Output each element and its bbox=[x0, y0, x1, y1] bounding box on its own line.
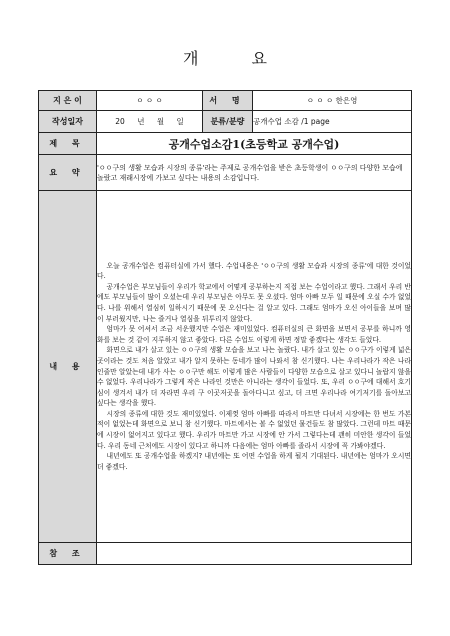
content-paragraph: 공개수업은 부모님들이 우리가 학교에서 어떻게 공부하는지 직접 보는 수업이라고 했다. 그래서 우리 반에도 부모님들이 많이 오셨는데 우리 부모님은 아무도 못 오셨다. 엄마 아빠 모두 일 때문에 오실 수가 없었다. 나를 위해서 열심히 일하시기 때문에 못 오신다는 걸 알고 있다. 그래도 엄마가 오신 아이들을 보며 많이 부러웠지만, 나는 즐거나 열심을 뒤투리지 않았다. bbox=[97, 282, 411, 323]
category-label: 분류/분량 bbox=[203, 111, 253, 133]
signature-value: ㅇ ㅇ ㅇ 한은영 bbox=[253, 91, 412, 111]
content-paragraph: 오늘 공개수업은 컴퓨터실에 가서 했다. 수업내용은 'ㅇㅇ구의 생활 모습과 시장의 종류'에 대한 것이었다. bbox=[97, 261, 411, 281]
content-paragraph: 시장의 종류에 대한 것도 재미있었다. 이제껏 엄마 아빠를 따라서 마트만 다녀서 시장에는 한 번도 가본 적이 없었는데 화면으로 보니 참 신기했다. 마트에서는 볼 수 없었던 물건들도 참 많았다. 그런데 마트 때문에 시장이 없어지고 있다고 했다. 우리가 마트만 가고 시장에 안 가서 그렇다는데 괜히 미안한 생각이 들었다. 우리 동네 근처에도 시장이 있다고 하니까 다음에는 엄마 아빠를 졸라서 시장에 꼭 가봐야겠다. bbox=[97, 409, 411, 450]
content-paragraph: 엄마가 못 어셔서 조금 서운했지만 수업은 재미있었다. 컴퓨터실의 큰 화면을 보면서 공부를 하니까 영화를 보는 것 같이 지루하지 않고 좋았다. 다른 수업도 이렇게 하면 정말 좋겠다는 생각도 들었다. bbox=[97, 325, 411, 344]
overview-form-table bbox=[38, 90, 412, 565]
summary-label: 요 약 bbox=[39, 155, 97, 191]
content-label: 내 용 bbox=[39, 191, 97, 543]
reference-label: 참 조 bbox=[39, 543, 97, 565]
reference-value bbox=[97, 543, 412, 565]
author-label: 지 은 이 bbox=[39, 91, 97, 111]
subject-value: 공개수업소감1(초등학교 공개수업) bbox=[97, 133, 412, 155]
category-value: 공개수업 소감 /1 page bbox=[253, 111, 412, 133]
signature-label: 서 명 bbox=[203, 91, 253, 111]
content-paragraph: 화면으로 내가 살고 있는 ㅇㅇ구의 생활 모습을 보고 나는 놀랐다. 내가 살고 있는 ㅇㅇ구가 이렇게 넓은 곳이라는 것도 처음 알았고 내가 알지 못하는 동네가 많이 나와서 참 신기했다. 나는 우리나라가 작은 나라인줄만 알았는데 내가 사는 ㅇㅇ구만 해도 이렇게 많은 사람들이 다양한 모습으로 살고 있다니 놀랍지 않을 수 없었다. 우리나라가 그렇게 작은 나라인 것만은 아니라는 생각이 들었다. 또, 우리 ㅇㅇ구에 대해서 호기심이 생겨서 내가 더 자라면 우리 구 이곳저곳을 돌아다니고 싶고, 더 크면 우리나라 여기저기를 돌아보고 싶다는 생각을 했다. bbox=[97, 346, 411, 408]
subject-label: 제 목 bbox=[39, 133, 97, 155]
author-value: ㅇ ㅇ ㅇ bbox=[97, 91, 203, 111]
document-title: 개 요 bbox=[183, 49, 291, 68]
date-value: 20 년 월 일 bbox=[97, 111, 203, 133]
summary-value: 'ㅇㅇ구의 생활 모습과 시장의 종류'라는 주제로 공개수업을 받은 초등학생이 ㅇㅇ구의 다양한 모습에 놀랐고 재래시장에 가보고 싶다는 내용의 소감입니다. bbox=[97, 155, 412, 191]
content-paragraph: 내년에도 또 공개수업을 하겠지? 내년에는 또 어떤 수업을 하게 될지 기대된다. 내년에는 엄마가 오시면 더 좋겠다. bbox=[97, 452, 411, 471]
date-label: 작성일자 bbox=[39, 111, 97, 133]
content-body bbox=[97, 191, 412, 543]
